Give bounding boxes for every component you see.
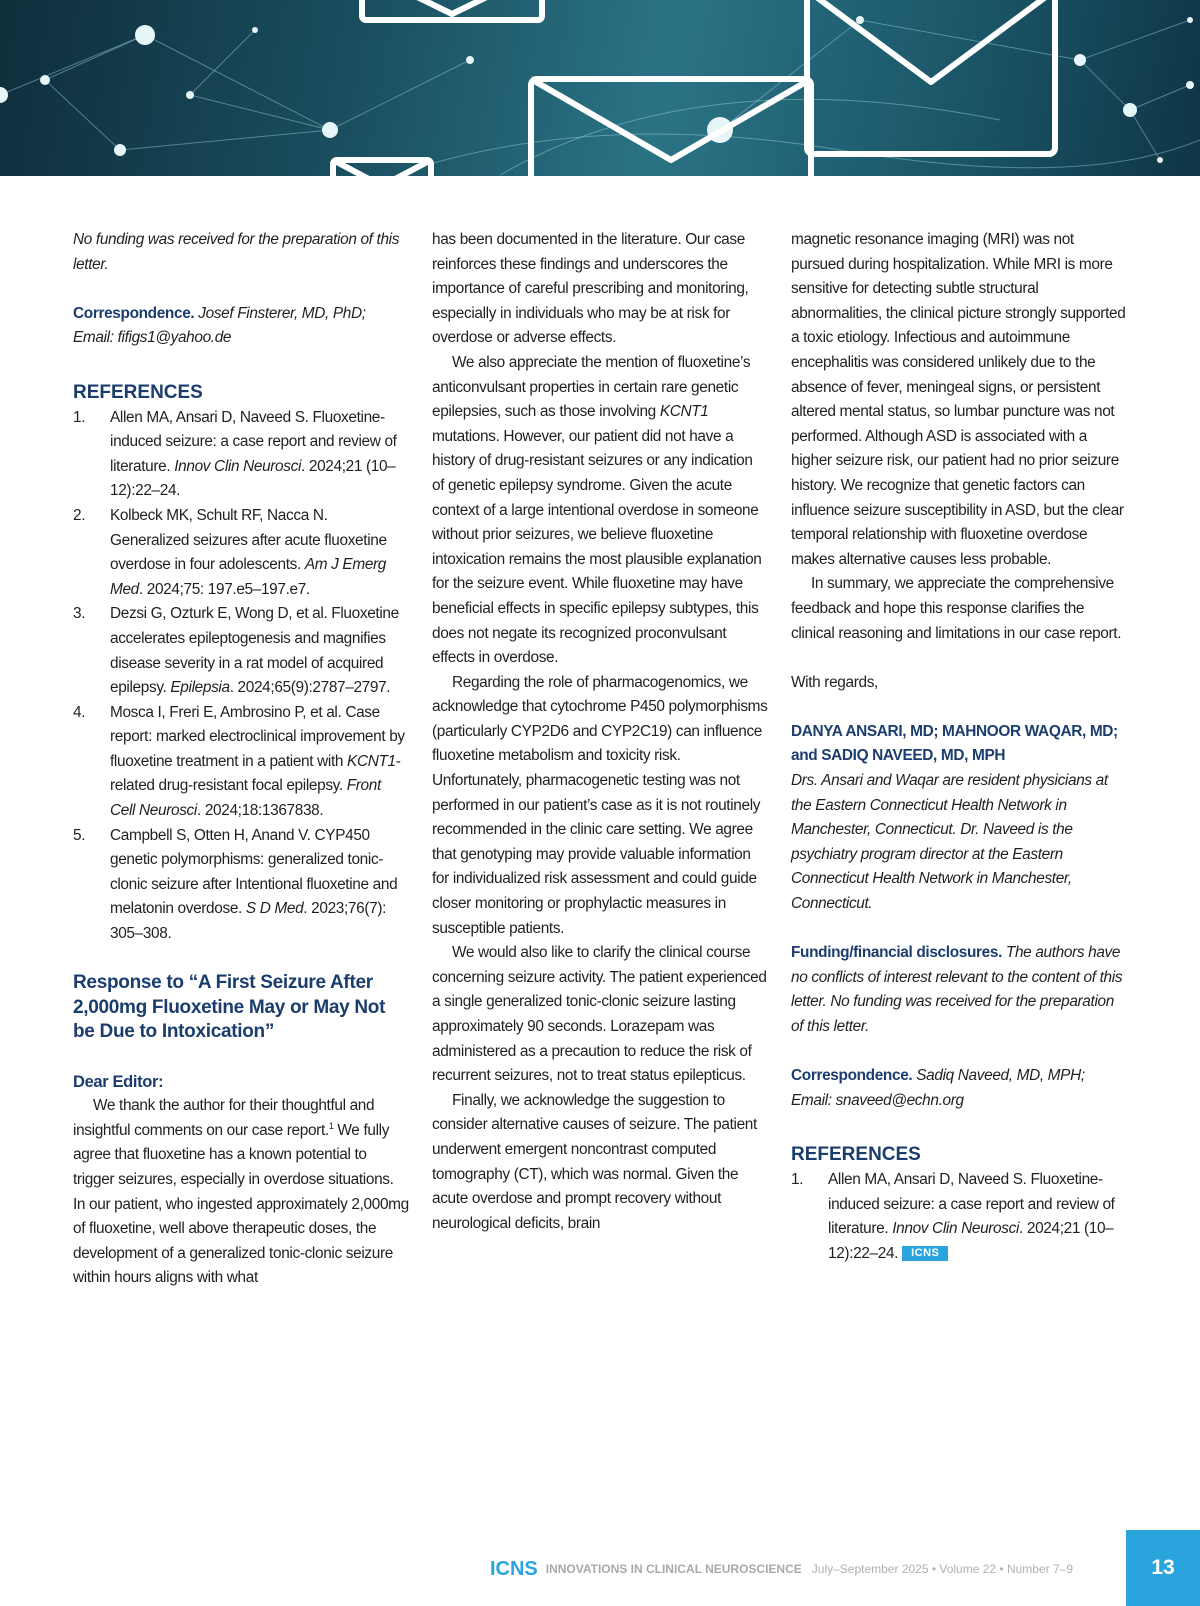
closing: With regards,: [791, 673, 878, 691]
paragraph-text: mutations. However, our patient did not have a history of drug-resistant seizures or any indication of genetic epilepsy syndrome. Given the acute context of a large intentional overdose in someone without prior seizures, we believe fluoxetine intoxication remains the most plausible explanation for the seizure event. While fluoxetine may have beneficial effects in specific epilepsy subtypes, this does not negate its recognized proconvulsant effects in overdose.: [432, 427, 762, 667]
body-paragraph: [432, 351, 768, 671]
citation-superscript: 1: [328, 1120, 334, 1131]
author-names: DANYA ANSARI, MD; MAHNOOR WAQAR, MD; and SADIQ NAVEED, MD, MPH: [791, 722, 1118, 765]
body-paragraph: [73, 1094, 409, 1291]
reference-citation: . 2024;21 (10–12):22–24.: [110, 457, 396, 500]
end-of-article-badge: ICNS: [902, 1246, 948, 1261]
correspondence-name: Josef Finsterer, MD, PhD;: [198, 304, 366, 322]
page-footer: [0, 1530, 1200, 1606]
reference-number: 5.: [73, 826, 86, 844]
references-heading: REFERENCES: [73, 381, 203, 403]
reference-journal: Am J Emerg Med: [110, 556, 387, 598]
funding-text: The authors have no conflicts of interest relevant to the content of this letter. No funding was received for the preparation of this letter.: [791, 944, 1123, 1035]
reference-text: -related drug-resistant focal epilepsy.: [110, 752, 401, 795]
reference-citation: . 2024;65(9):2787–2797.: [229, 679, 391, 697]
reference-journal: S D Med: [245, 900, 304, 918]
paragraph-text: We also appreciate the mention of fluoxetine’s anticonvulsant properties in certain rare genetic epilepsies, such as those involving: [432, 353, 751, 421]
funding-disclosure: [791, 941, 1127, 1039]
correspondence-email: Email: fifigs1@yahoo.de: [73, 329, 232, 347]
body-paragraph: Finally, we acknowledge the suggestion to consider alternative causes of seizure. The patient underwent emergent noncontrast computed tomography (CT), which was normal. Given the acute overdose and prompt recovery without neurological deficits, brain: [432, 1091, 757, 1232]
salutation: Dear Editor:: [73, 1072, 164, 1091]
reference-citation: . 2024;21 (10–12):22–24.: [828, 1220, 1114, 1262]
reference-citation: . 2024;18:1367838.: [196, 802, 324, 820]
footer-journal-line: [490, 1558, 1073, 1581]
journal-logo: ICNS: [489, 1558, 538, 1580]
reference-journal: Innov Clin Neurosci: [892, 1220, 1020, 1238]
column-2: [432, 228, 768, 1236]
body-paragraph: In summary, we appreciate the comprehensive feedback and hope this response clarifies the clinical reasoning and limitations in our case report.: [791, 575, 1122, 642]
reference-item: [791, 1168, 1127, 1266]
correspondence-label: Correspondence.: [73, 304, 195, 322]
page-number: 13: [1126, 1530, 1200, 1606]
reference-number: 2.: [73, 506, 86, 524]
correspondence-block: [73, 302, 409, 351]
reference-text: Kolbeck MK, Schult RF, Nacca N. Generalized seizures after acute fluoxetine overdose in four adolescents.: [110, 506, 387, 574]
reference-number: 1.: [73, 408, 86, 426]
funding-label: Funding/financial disclosures.: [791, 944, 1002, 962]
reference-gene: KCNT1: [347, 752, 396, 770]
body-paragraph: has been documented in the literature. Our case reinforces these findings and underscores the importance of careful prescribing and monitoring, especially in individuals who may be at risk for overdose or adverse effects.: [432, 231, 749, 347]
network-envelopes-illustration: [0, 0, 1200, 176]
reference-item: [73, 406, 409, 504]
reference-journal: Front Cell Neurosci: [110, 777, 381, 820]
reference-text: Campbell S, Otten H, Anand V. CYP450 genetic polymorphisms: generalized tonic-clonic seizure after Intentional fluoxetine and melatonin overdose.: [110, 826, 398, 918]
reference-text: Dezsi G, Ozturk E, Wong D, et al. Fluoxetine accelerates epileptogenesis and magnifies disease severity in a rat model of acquired epilepsy.: [110, 605, 399, 697]
references-list: [791, 1168, 1127, 1266]
reference-item: [73, 701, 409, 824]
reference-item: [73, 824, 409, 947]
issue-info: July–September 2025 • Volume 22 • Number 7–9: [811, 1562, 1073, 1576]
column-1: [73, 228, 409, 1291]
correspondence-name: Sadiq Naveed, MD, MPH;: [912, 1067, 1085, 1085]
reference-journal: Epilepsia: [170, 679, 230, 697]
header-banner-image: [0, 0, 1200, 176]
reference-journal: Innov Clin Neurosci: [174, 457, 302, 475]
reference-item: [73, 602, 409, 700]
correspondence-email: Email: snaveed@echn.org: [791, 1091, 964, 1109]
paragraph-text: We thank the author for their thoughtful and insightful comments on our case report.: [73, 1097, 375, 1139]
reference-item: [73, 504, 409, 602]
correspondence-label: Correspondence.: [791, 1067, 913, 1085]
paragraph-text: We fully agree that fluoxetine has a known potential to trigger seizures, especially in overdose situations. In our patient, who ingested approximately 2,000mg of fluoxetine, well above therapeutic doses, the development of a generalized tonic-clonic seizure within hours aligns with what: [73, 1121, 409, 1287]
reference-number: 4.: [73, 703, 86, 721]
references-heading: REFERENCES: [791, 1143, 921, 1165]
body-paragraph: We would also like to clarify the clinical course concerning seizure activity. The patient experienced a single generalized tonic-clonic seizure lasting approximately 90 seconds. Lorazepam was administered as a precaution to reduce the risk of recurrent seizures, not to treat status epilepticus.: [432, 944, 767, 1085]
references-list: [73, 406, 409, 947]
reference-citation: . 2024;75: 197.e5–197.e7.: [138, 580, 310, 598]
author-affiliation: Drs. Ansari and Waqar are resident physicians at the Eastern Connecticut Health Network in Manchester, Connecticut. Dr. Naveed is the psychiatry program director at the Eastern Connecticut Health Network in Manchester, Connecticut.: [791, 772, 1108, 913]
reference-number: 1.: [791, 1170, 804, 1188]
reference-citation: . 2023;76(7): 305–308.: [110, 900, 387, 943]
reference-text: Mosca I, Freri E, Ambrosino P, et al. Case report: marked electroclinical improvement by fluoxetine treatment in a patient with: [110, 703, 405, 770]
funding-note: No funding was received for the preparation of this letter.: [73, 231, 400, 273]
column-3: [791, 228, 1127, 1266]
body-paragraph: Regarding the role of pharmacogenomics, we acknowledge that cytochrome P450 polymorphisms (particularly CYP2D6 and CYP2C19) can influence fluoxetine metabolism and toxicity risk. Unfortunately, pharmacogenetic testing was not performed in our patient’s case as it is not routinely recommended in the clinic care setting. We agree that genotyping may provide valuable information for individualized risk assessment and could guide closer monitoring or prophylactic measures in susceptible patients.: [432, 673, 768, 937]
gene-name: KCNT1: [659, 403, 709, 421]
reference-text: Allen MA, Ansari D, Naveed S. Fluoxetine-induced seizure: a case report and review of literature.: [828, 1170, 1115, 1238]
reference-number: 3.: [73, 605, 86, 623]
reference-text: Allen MA, Ansari D, Naveed S. Fluoxetine-induced seizure: a case report and review of literature.: [110, 408, 397, 475]
body-paragraph: magnetic resonance imaging (MRI) was not pursued during hospitalization. While MRI is more sensitive for detecting subtle structural abnormalities, the clinical picture strongly supported a toxic etiology. Infectious and autoimmune encephalitis was considered unlikely due to the absence of fever, meningeal signs, or persistent altered mental status, so lumbar puncture was not performed. Although ASD is associated with a higher seizure risk, our patient had no prior seizure history. We recognize that genetic factors can influence seizure susceptibility in ASD, but the clear temporal relationship with fluoxetine overdose makes alternative causes less probable.: [791, 231, 1126, 568]
journal-name: INNOVATIONS IN CLINICAL NEUROSCIENCE: [545, 1562, 802, 1576]
correspondence-block: [791, 1064, 1127, 1113]
response-title: Response to “A First Seizure After 2,000mg Fluoxetine May or May Not be Due to Intoxication”: [73, 972, 386, 1043]
